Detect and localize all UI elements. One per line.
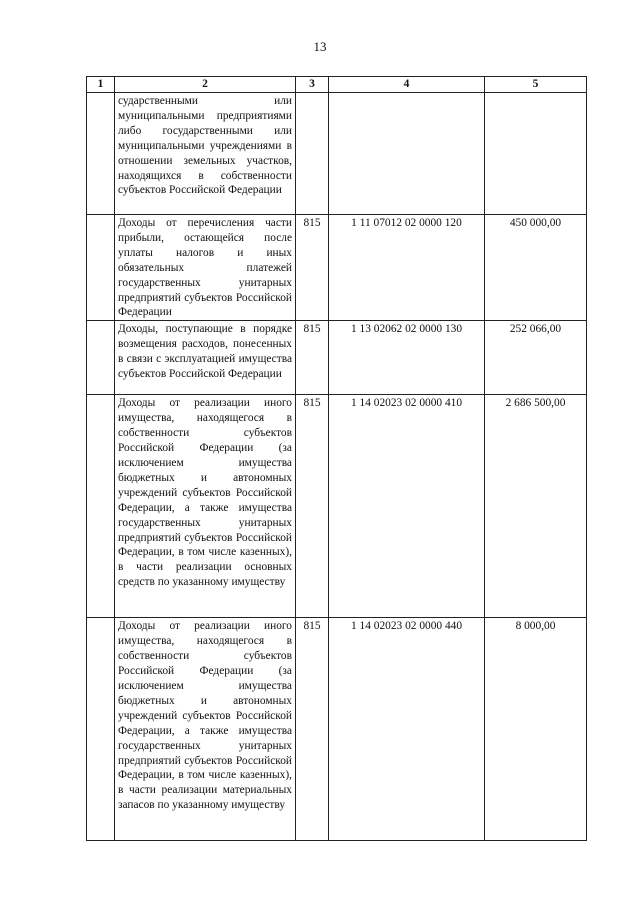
budget-classification-code: 1 14 02023 02 0000 410 (329, 395, 485, 618)
row-number-cell (87, 93, 115, 215)
table-row (87, 215, 587, 321)
budget-classification-code (329, 93, 485, 215)
row-number-cell (87, 395, 115, 618)
income-description: Доходы, поступающие в порядке возмещения расходов, понесенных в связи с эксплуатацией имущества субъектов Российской Федерации (115, 321, 296, 395)
budget-classification-code: 1 11 07012 02 0000 120 (329, 215, 485, 321)
amount: 252 066,00 (485, 321, 587, 395)
income-description: Доходы от реализации иного имущества, находящегося в собственности субъектов Российской Федерации (за исключением имущества бюджетных и автономных учреждений субъектов Российской Федерации, а также имущества государственных унитарных предприятий субъектов Российской Федерации, в том числе казенных), в части реализации основных средств по указанному имуществу (115, 395, 296, 618)
column-header-4: 4 (329, 77, 485, 93)
revenue-table (86, 76, 587, 841)
administrator-code: 815 (296, 618, 329, 841)
table-row (87, 395, 587, 618)
budget-classification-code: 1 14 02023 02 0000 440 (329, 618, 485, 841)
column-header-1: 1 (87, 77, 115, 93)
administrator-code: 815 (296, 215, 329, 321)
income-description: Доходы от реализации иного имущества, находящегося в собственности субъектов Российской Федерации (за исключением имущества бюджетных и автономных учреждений субъектов Российской Федерации, а также имущества государственных унитарных предприятий субъектов Российской Федерации, в том числе казенных), в части реализации материальных запасов по указанному имуществу (115, 618, 296, 841)
administrator-code: 815 (296, 321, 329, 395)
page-number: 13 (313, 39, 327, 54)
table-row (87, 321, 587, 395)
column-header-2: 2 (115, 77, 296, 93)
row-number-cell (87, 618, 115, 841)
amount: 2 686 500,00 (485, 395, 587, 618)
budget-classification-code: 1 13 02062 02 0000 130 (329, 321, 485, 395)
income-description: сударственными или муниципальными предприятиями либо государственными или муниципальными учреждениями в отношении земельных участков, находящихся в собственности субъектов Российской Федерации (115, 93, 296, 215)
column-header-5: 5 (485, 77, 587, 93)
amount: 450 000,00 (485, 215, 587, 321)
column-header-3: 3 (296, 77, 329, 93)
table-header-row (87, 77, 587, 93)
income-description: Доходы от перечисления части прибыли, остающейся после уплаты налогов и иных обязательных платежей государственных унитарных предприятий субъектов Российской Федерации (115, 215, 296, 321)
administrator-code (296, 93, 329, 215)
amount (485, 93, 587, 215)
table-row (87, 618, 587, 841)
amount: 8 000,00 (485, 618, 587, 841)
row-number-cell (87, 321, 115, 395)
row-number-cell (87, 215, 115, 321)
table-row (87, 93, 587, 215)
administrator-code: 815 (296, 395, 329, 618)
